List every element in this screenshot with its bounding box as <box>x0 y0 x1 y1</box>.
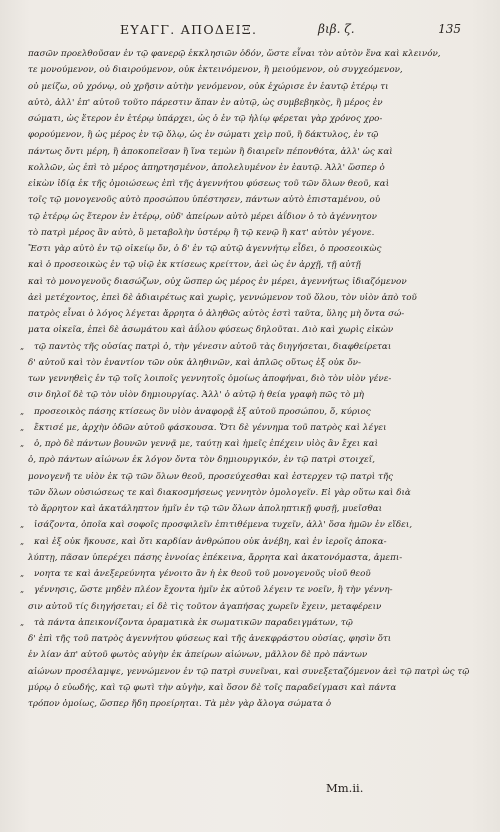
text-line-content: πάντως ὄντι μέρη, ἢ ἀποκοπεῖσαν ἢ ἵνα τεμὼν ἢ διαιρεῖν πέπονθότα, ἀλλ' ὡς καὶ <box>28 146 393 157</box>
text-line-content: ἔκτισέ με, ἀρχὴν ὁδῶν αὐτοῦ φάσκουσα. Ὅτι δὲ γέννημα τοῦ πατρὸς καὶ λέγει <box>34 422 387 433</box>
text-line-content: νοητα τε καὶ ἀνεξερεύνητα γένοιτο ἂν ἡ ἐκ θεοῦ τοῦ μονογενοῦς υἱοῦ θεοῦ <box>34 569 371 579</box>
text-line-content: τῷ ἑτέρῳ ὡς ἕτερον ἐν ἑτέρῳ, οὐδ' ἀπείρων αὐτὸ μέρει ἀΐδιον ὁ τὸ ἀγέννητον <box>28 211 377 222</box>
text-line <box>28 355 474 371</box>
text-line-content: φορούμενον, ἢ ὡς μέρος ἐν τῷ ὅλῳ, ὡς ἐν σώματι χεὶρ ποῦ, ἢ δάκτυλος, ἐν τῷ <box>28 130 379 141</box>
quotation-mark: „ <box>20 569 25 578</box>
text-line <box>20 339 474 355</box>
text-line <box>28 241 474 257</box>
text-line <box>20 420 474 436</box>
text-line-content: των γεννηθεὶς ἐν τῷ τοῖς λοιποῖς γεννητοῖς ὁμοίως ἀποφήναι, διὸ τὸν υἱὸν γένε- <box>28 374 392 384</box>
text-line-content: μονογενῆ τε υἱὸν ἐκ τῷ τῶν ὅλων θεοῦ, προσεύχεσθαι καὶ ἐστερχεν τῷ πατρὶ τῆς <box>28 471 394 482</box>
text-line <box>20 582 474 598</box>
text-line-content: σώματι, ὡς ἕτερον ἐν ἑτέρῳ ὑπάρχει, ὡς ὁ ἐν τῷ ἡλίῳ φέρεται γὰρ χρόνος χρο- <box>28 114 383 124</box>
text-line <box>28 290 474 306</box>
text-line-content: ὁ, πρὸ δὲ πάντων βουνῶν γεννᾷ με, ταύτῃ καὶ ἡμεῖς ἐπέχειν υἱὸς ἂν ἔχει καὶ <box>34 439 379 449</box>
text-line <box>28 599 474 615</box>
text-line-content: αὐτὸ, ἀλλ' ἐπ' αὐτοῦ τοῦτο πάρεστιν ἅπαν ἐν αὐτῷ, ὡς συμβεβηκὸς, ἢ μέρος ἐν <box>28 97 383 108</box>
quotation-mark: „ <box>20 617 25 627</box>
text-line-content: κολλῶν, ὡς ἐπὶ τὸ μέρος ἀπηρτησμένον, ἀπολελυμένον ἐν ἑαυτῷ. Ἀλλ' ὥσπερ ὁ <box>28 162 385 173</box>
text-line <box>28 322 474 338</box>
text-line <box>28 371 474 387</box>
text-line-content: ματα οἰκεῖα, ἐπεὶ δὲ ἀσωμάτου καὶ ἀΰλου φύσεως δηλοῦται. Διὸ καὶ χωρὶς εἰκὼν <box>28 325 394 336</box>
text-line-content: ὁ, πρὸ πάντων αἰώνων ἐκ λόγον ὄντα τὸν δημιουργικόν, ἐν τῷ πατρὶ στοιχεῖ, <box>28 455 376 466</box>
text-line-content: εἰκὼν ἰδίᾳ ἐκ τῆς ὁμοιώσεως ἐπὶ τῆς ἀγεννήτου φύσεως τοῦ τῶν ὅλων θεοῦ, καὶ <box>28 179 390 189</box>
text-line-content: καὶ ὁ προσεοικὼς ἐν τῷ υἱῷ ἐκ κτίσεως κρείττον, ἀεὶ ὡς ἐν ἀρχῇ, τῇ αὐτῇ <box>28 260 361 271</box>
text-line <box>28 160 474 176</box>
text-line <box>28 79 474 95</box>
text-line <box>20 615 474 631</box>
quotation-mark: „ <box>20 536 25 546</box>
text-line <box>28 647 474 663</box>
text-line-content: ἐν λίαν ἀπ' αὐτοῦ φωτὸς αὐγὴν ἐκ ἀπείρων αἰώνων, μᾶλλον δὲ πρὸ πάντων <box>28 650 368 661</box>
text-line <box>20 566 474 582</box>
text-line <box>28 192 474 208</box>
text-line-content: ἰσάζοντα, ὁποῖα καὶ σοφοῖς προσφιλεῖν ἐπιτιθέμενα τυχεῖν, ἀλλ' ὅσα ἡμῶν ἐν εἴδει, <box>34 520 413 531</box>
text-line <box>28 452 474 468</box>
text-line-content: Ἔστι γὰρ αὐτὸ ἐν τῷ οἰκείῳ ὄν, ὁ δ' ἐν τῷ αὐτῷ ἀγεννήτῳ εἶδει, ὁ προσεοικὼς <box>28 244 382 254</box>
text-line-content: τρόπον ὁμοίως, ὥσπερ ἤδη προείρηται. Τὰ μὲν γὰρ ἄλογα σώματα ὁ <box>28 699 332 709</box>
text-line <box>28 95 474 111</box>
text-line-content: μύρῳ ὁ εὐωδής, καὶ τῷ φωτὶ τὴν αὐγὴν, καὶ ὅσον δὲ τοῖς παραδείγμασι καὶ πάντα <box>28 682 397 693</box>
text-line-content: πατρὸς εἶναι ὁ λόγος λέγεται ἄρρητα ὁ ἀληθῶς αὐτὸς ἐστὶ ταῦτα, ὕλης μὴ ὄντα σώ- <box>28 309 405 319</box>
quotation-mark: „ <box>20 341 25 351</box>
text-line <box>28 46 474 62</box>
text-line-content: δ' ἐπὶ τῆς τοῦ πατρὸς ἀγεννήτου φύσεως καὶ τῆς ἀνεκφράστου οὐσίας, φησὶν ὅτι <box>28 634 392 644</box>
text-line-content: τῶν ὅλων οὐσιώσεως τε καὶ διακοσμήσεως γεννητὸν ὁμολογεῖν. Εἰ γὰρ οὕτω καὶ διὰ <box>28 487 411 498</box>
text-line-content: ἀεὶ μετέχοντος, ἐπεὶ δὲ ἀδιαιρέτως καὶ χωρὶς, γεννώμενον τοῦ ὅλου, τὸν υἱὸν ἀπὸ τοῦ <box>28 292 417 303</box>
text-line <box>28 306 474 322</box>
text-line-content: πασῶν προελθοῦσαν ἐν τῷ φανερῷ ἐκκλησιῶν ὁδόν, ὥστε εἶναι τὸν αὐτὸν ἕνα καὶ κλεινόν, <box>28 49 441 59</box>
text-line <box>28 225 474 241</box>
quotation-mark: „ <box>20 585 25 595</box>
text-line-content: τὰ πάντα ἀπεικονίζοντα ὁραματικὰ ἐκ σωματικῶν παραδειγμάτων, τῷ <box>34 617 353 628</box>
text-line-content: τὸ πατρὶ μέρος ἂν αὐτὸ, ὃ μεταβολὴν ὑστέρῳ ἢ τῷ κενῷ ἢ κατ' αὐτὸν γέγονε. <box>28 227 375 238</box>
text-line-content: αἰώνων προσέλαμψε, γεννώμενον ἐν τῷ πατρὶ συνεῖναι, καὶ συνεξεταζόμενον ἀεὶ τῷ πατρὶ ὡς τῷ <box>28 666 470 677</box>
page-number: 135 <box>438 22 461 36</box>
running-title: ΕΥΑΓΓ. ΑΠΟΔΕΙΞ. <box>120 22 258 37</box>
text-line-content: καὶ ἐξ οὐκ ἤκουσε, καὶ ὅτι καρδίαν ἀνθρώπου οὐκ ἀνέβη, καὶ ἐν ἱεροῖς ἀποκα- <box>34 536 387 547</box>
text-line-content: οὐ μείζω, οὐ χρόνῳ, οὐ χρῆσιν αὐτὴν γενόμενον, οὐκ ἐχώρισε ἐν ἑαυτῷ ἑτέρῳ τι <box>28 81 389 92</box>
quotation-mark: „ <box>20 406 25 416</box>
text-line <box>28 696 474 712</box>
text-line-content: καὶ τὸ μονογενοῦς διασώζων, οὐχ ὥσπερ ὡς μέρος ἐν μέρει, ἀγεννήτως ἰδιαζόμενον <box>28 276 407 287</box>
text-line <box>20 517 474 533</box>
quotation-mark: „ <box>20 422 25 432</box>
text-line-content: δ' αὐτοῦ καὶ τὸν ἐναντίον τῶν οὐκ ἀληθινῶν, καὶ ἁπλῶς οὕτως ἐξ οὐκ ὄν- <box>28 357 361 368</box>
quotation-mark: „ <box>20 520 25 530</box>
text-line-content: προσεοικὸς πάσης κτίσεως ὃν υἱὸν ἀναφορᾷ ἐξ αὐτοῦ προσώπου, ὅ, κύριος <box>34 406 371 417</box>
text-line <box>28 664 474 680</box>
text-line <box>28 485 474 501</box>
text-line <box>28 62 474 78</box>
text-line-content: γέννησις, ὥστε μηδὲν πλέον ἔχοντα ἡμῖν ἐκ αὐτοῦ λέγειν τε νοεῖν, ἢ τὴν γέννη- <box>34 585 393 596</box>
text-line <box>28 501 474 517</box>
text-line-content: τε μονούμενον, οὐ διαιρούμενον, οὐκ ἐκτεινόμενον, ἢ μειούμενον, οὐ συγχεόμενον, <box>28 65 403 76</box>
text-line <box>28 469 474 485</box>
printer-signature-mark: Mm.ii. <box>326 781 364 795</box>
page-header <box>120 22 465 42</box>
text-line <box>28 680 474 696</box>
text-line <box>28 387 474 403</box>
text-line-content: τῷ παντὸς τῆς οὐσίας πατρὶ ὁ, τὴν γένεσιν αὐτοῦ τὰς διηγήσεται, διαφθείρεται <box>34 341 392 352</box>
text-line <box>28 144 474 160</box>
text-line <box>20 534 474 550</box>
quotation-mark: „ <box>20 439 25 448</box>
text-line <box>28 176 474 192</box>
text-line-content: λύπτῃ, πᾶσαν ὑπερέχει πάσης ἐννοίας ἐπέκεινα, ἄρρητα καὶ ἀκατονόμαστα, ἀμεπι- <box>28 552 403 563</box>
text-line <box>28 209 474 225</box>
text-line <box>20 404 474 420</box>
book-reference: βιβ. ζ. <box>318 22 355 36</box>
text-line-content: τὸ ἄρρητον καὶ ἀκατάληπτον ἡμῖν ἐν τῷ τῶν ὅλων ἀποληπτικῇ φυσῇ, μυεῖσθαι <box>28 504 383 514</box>
text-line <box>20 436 474 452</box>
text-line-content: σιν αὐτοῦ τίς διηγήσεται; εἰ δὲ τὶς τοῦτον ἀγαπήσας χωρεῖν ἔχειν, μεταφέρειν <box>28 601 382 612</box>
text-line-content: σιν δηλοῖ δὲ τῷ τὸν υἱὸν δημιουργίας. Ἀλλ' ὁ αὐτῷ ἡ θεία γραφὴ πῶς τὸ μὴ <box>28 390 365 401</box>
text-line <box>28 550 474 566</box>
greek-text-block <box>20 46 474 712</box>
text-line <box>28 257 474 273</box>
text-line <box>28 631 474 647</box>
text-line-content: τοῖς τῷ μονογενοῦς αὐτὸ προσώπου ὑπέστησεν, πάντων αὐτὸ ἐπισταμένου, οὐ <box>28 195 381 206</box>
text-line <box>28 111 474 127</box>
text-line <box>28 274 474 290</box>
text-line <box>28 127 474 143</box>
